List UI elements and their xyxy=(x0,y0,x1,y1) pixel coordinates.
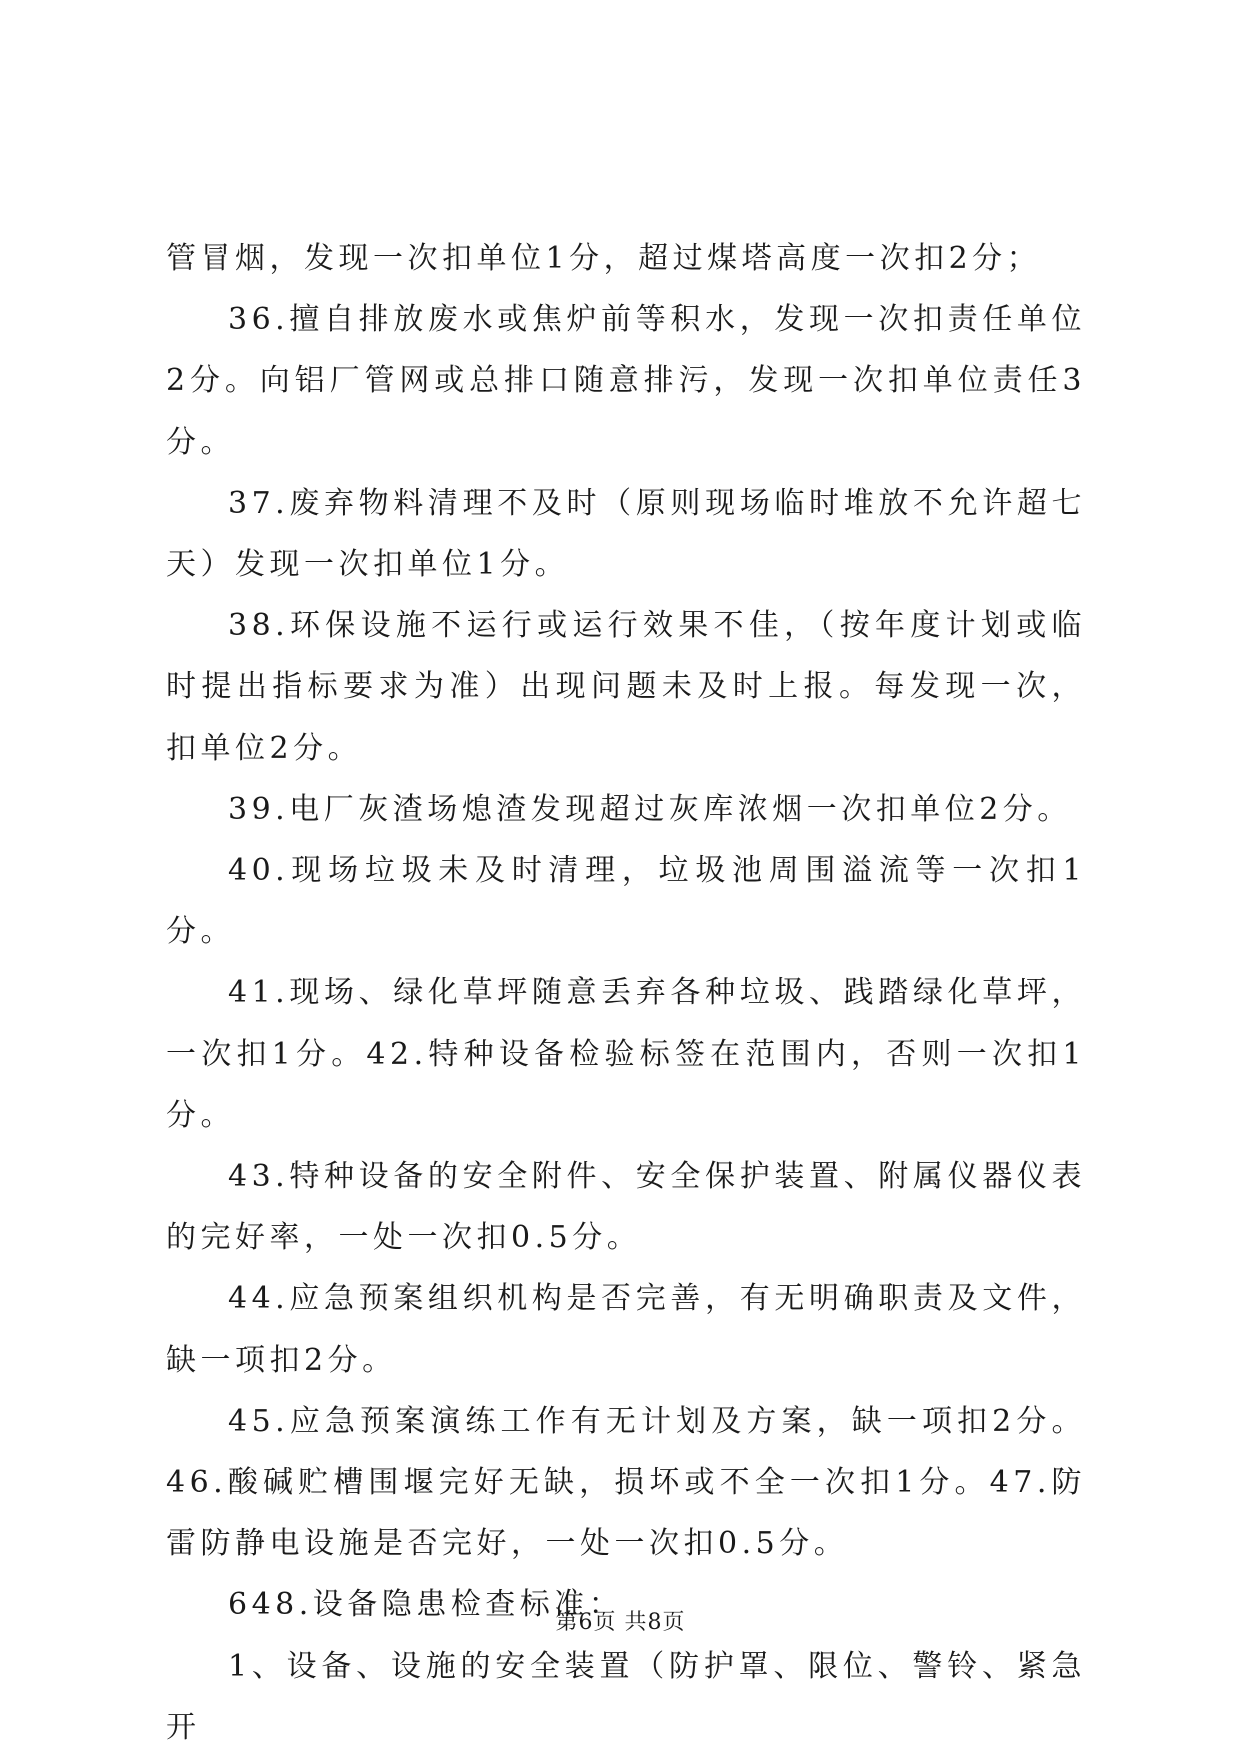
paragraph: 41.现场、绿化草坪随意丢弃各种垃圾、践踏绿化草坪，一次扣1分。42.特种设备检验标签在范围内，否则一次扣1分。 xyxy=(166,975,1086,1133)
page-footer: 第6页 共8页 xyxy=(555,1610,686,1635)
section-heading: 648.设备隐患检查标准： xyxy=(228,1587,624,1623)
paragraph: 40.现场垃圾未及时清理，垃圾池周围溢流等一次扣1分。 xyxy=(166,853,1086,950)
paragraph: 1、设备、设施的安全装置（防护罩、限位、警铃、紧急开 xyxy=(166,1648,1086,1745)
document-body xyxy=(166,228,1086,1758)
paragraph: 36.擅自排放废水或焦炉前等积水，发现一次扣责任单位2分。向铝厂管网或总排口随意排污，发现一次扣单位责任3分。 xyxy=(166,302,1086,460)
paragraph: 38.环保设施不运行或运行效果不佳，（按年度计划或临时提出指标要求为准）出现问题未及时上报。每发现一次，扣单位2分。 xyxy=(166,608,1086,766)
paragraph: 37.废弃物料清理不及时（原则现场临时堆放不允许超七天）发现一次扣单位1分。 xyxy=(166,485,1086,583)
paragraph: 44.应急预案组织机构是否完善，有无明确职责及文件，缺一项扣2分。 xyxy=(166,1281,1086,1378)
paragraph: 45.应急预案演练工作有无计划及方案，缺一项扣2分。46.酸碱贮槽围堰完好无缺，损坏或不全一次扣1分。47.防雷防静电设施是否完好，一处一次扣0.5分。 xyxy=(166,1403,1086,1562)
paragraph: 43.特种设备的安全附件、安全保护装置、附属仪器仪表的完好率，一处一次扣0.5分。 xyxy=(166,1159,1086,1256)
paragraph: 管冒烟，发现一次扣单位1分，超过煤塔高度一次扣2分； xyxy=(166,241,1042,276)
paragraph: 39.电厂灰渣场熄渣发现超过灰库浓烟一次扣单位2分。 xyxy=(228,791,1072,827)
